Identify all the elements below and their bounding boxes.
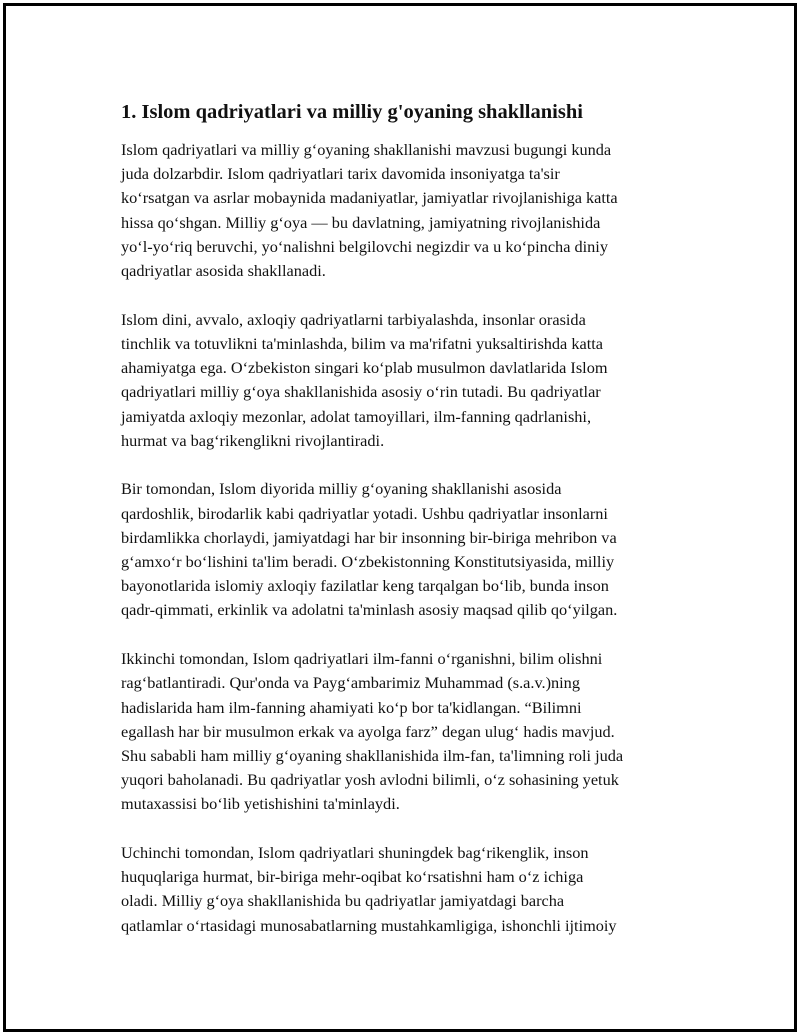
page-frame bbox=[3, 3, 797, 1032]
paragraph-line: ko‘rsatgan va asrlar mobaynida madaniyatlar, jamiyatlar rivojlanishiga katta bbox=[121, 188, 618, 208]
paragraph-line: Bir tomondan, Islom diyorida milliy g‘oyaning shakllanishi asosida bbox=[121, 479, 562, 499]
body-paragraph bbox=[121, 138, 691, 283]
paragraph-line: g‘amxo‘r bo‘lishini ta'lim beradi. O‘zbekistonning Konstitutsiyasida, milliy bbox=[121, 552, 615, 572]
section-heading: 1. Islom qadriyatlari va milliy g'oyaning shakllanishi bbox=[121, 101, 583, 123]
paragraph-line: hurmat va bag‘rikenglikni rivojlantiradi. bbox=[121, 430, 385, 450]
paragraph-line: qardoshlik, birodarlik kabi qadriyatlar yotadi. Ushbu qadriyatlar insonlarni bbox=[121, 503, 608, 523]
document-body bbox=[121, 98, 691, 962]
paragraph-line: qadriyatlar asosida shakllanadi. bbox=[121, 261, 326, 281]
paragraph-line: qatlamlar o‘rtasidagi munosabatlarning mustahkamligiga, ishonchli ijtimoiy bbox=[121, 915, 617, 935]
paragraph-line: egallash har bir musulmon erkak va ayolga farz” degan ulug‘ hadis mavjud. bbox=[121, 721, 615, 741]
paragraph-line: juda dolzarbdir. Islom qadriyatlari tarix davomida insoniyatga ta'sir bbox=[121, 164, 560, 184]
paragraph-line: mutaxassisi bo‘lib yetishishini ta'minlaydi. bbox=[121, 794, 400, 814]
paragraph-line: tinchlik va totuvlikni ta'minlashda, bilim va ma'rifatni yuksaltirishda katta bbox=[121, 333, 603, 353]
paragraph-line: jamiyatda axloqiy mezonlar, adolat tamoyillari, ilm-fanning qadrlanishi, bbox=[121, 406, 592, 426]
paragraph-line: yuqori baholanadi. Bu qadriyatlar yosh avlodni bilimli, o‘z sohasining yetuk bbox=[121, 770, 619, 790]
paragraph-line: Ikkinchi tomondan, Islom qadriyatlari ilm-fanni o‘rganishni, bilim olishni bbox=[121, 649, 603, 669]
body-paragraph bbox=[121, 841, 691, 938]
paragraph-line: hadislarida ham ilm-fanning ahamiyati ko‘p bor ta'kidlangan. “Bilimni bbox=[121, 697, 582, 717]
paragraph-line: Islom dini, avvalo, axloqiy qadriyatlarni tarbiyalashda, insonlar orasida bbox=[121, 309, 586, 329]
body-paragraph bbox=[121, 477, 691, 622]
paragraph-line: bayonotlarida islomiy axloqiy fazilatlar keng tarqalgan bo‘lib, bunda inson bbox=[121, 576, 609, 596]
paragraph-line: qadr-qimmati, erkinlik va adolatni ta'minlash asosiy maqsad qilib qo‘yilgan. bbox=[121, 600, 618, 620]
paragraph-line: Shu sababli ham milliy g‘oyaning shakllanishida ilm-fan, ta'limning roli juda bbox=[121, 745, 624, 765]
paragraph-line: oladi. Milliy g‘oya shakllanishida bu qadriyatlar jamiyatdagi barcha bbox=[121, 891, 565, 911]
paragraph-line: hissa qo‘shgan. Milliy g‘oya — bu davlatning, jamiyatning rivojlanishida bbox=[121, 212, 601, 232]
paragraph-list bbox=[121, 138, 691, 938]
body-paragraph bbox=[121, 647, 691, 816]
paragraph-line: qadriyatlari milliy g‘oya shakllanishida asosiy o‘rin tutadi. Bu qadriyatlar bbox=[121, 382, 601, 402]
paragraph-line: Islom qadriyatlari va milliy g‘oyaning shakllanishi mavzusi bugungi kunda bbox=[121, 140, 612, 159]
paragraph-line: huquqlariga hurmat, bir-biriga mehr-oqibat ko‘rsatishni ham o‘z ichiga bbox=[121, 867, 584, 887]
paragraph-line: birdamlikka chorlaydi, jamiyatdagi har bir insonning bir-biriga mehribon va bbox=[121, 527, 617, 547]
body-paragraph bbox=[121, 308, 691, 453]
paragraph-line: yo‘l-yo‘riq beruvchi, yo‘nalishni belgilovchi negizdir va u ko‘pincha diniy bbox=[121, 236, 608, 256]
paragraph-line: Uchinchi tomondan, Islom qadriyatlari shuningdek bag‘rikenglik, inson bbox=[121, 843, 589, 863]
paragraph-line: rag‘batlantiradi. Qur'onda va Payg‘ambarimiz Muhammad (s.a.v.)ning bbox=[121, 673, 580, 693]
paragraph-line: ahamiyatga ega. O‘zbekiston singari ko‘plab musulmon davlatlarida Islom bbox=[121, 358, 608, 378]
